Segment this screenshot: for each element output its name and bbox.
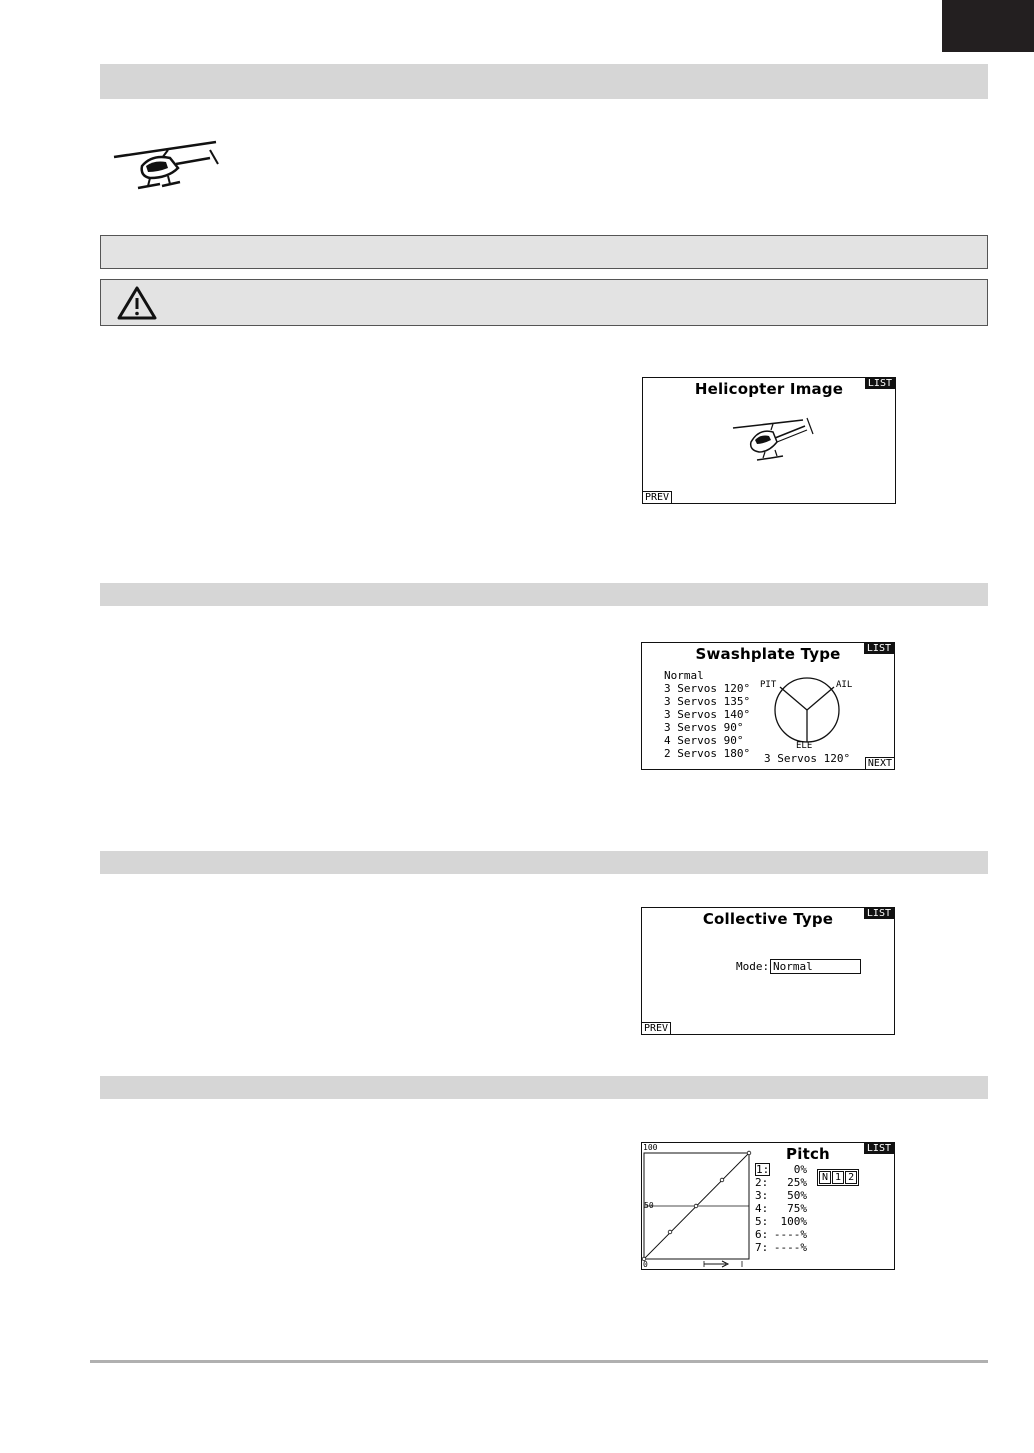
section-header-bar: [100, 64, 988, 99]
helicopter-icon: [112, 138, 222, 190]
list-button[interactable]: LIST: [864, 643, 894, 654]
screen-title: Helicopter Image: [694, 380, 844, 398]
helicopter-image-screen: [642, 377, 896, 504]
list-button[interactable]: LIST: [864, 908, 894, 919]
flight-mode-selector[interactable]: [817, 1169, 859, 1186]
axis-top-label: 100: [643, 1143, 658, 1152]
section-tab: [942, 0, 1034, 52]
screen-title: Swashplate Type: [695, 645, 841, 663]
section-bar-swashplate: [100, 583, 988, 606]
helicopter-image: [731, 412, 815, 462]
warning-icon: [116, 285, 158, 321]
swashplate-diagram: [770, 673, 844, 747]
pit-label: PIT: [760, 680, 777, 690]
mode-label: Mode:: [736, 960, 770, 973]
swashplate-screen: [641, 642, 895, 770]
ail-label: AIL: [836, 680, 853, 690]
ele-label: ELE: [796, 741, 813, 751]
option-3-servos-140[interactable]: 3 Servos 140°: [664, 708, 751, 721]
option-3-servos-90[interactable]: 3 Servos 90°: [664, 721, 744, 734]
option-4-servos-90[interactable]: 4 Servos 90°: [664, 734, 744, 747]
screen-title: Collective Type: [702, 910, 834, 928]
pitch-curve-screen: Pitch LIST 100 50 0 1: 0% 2: 25% 3: 50% 4: 75% 5: 100% 6: ----% 7: ----% N 1 2: [641, 1142, 895, 1270]
pitch-curve-graph: [642, 1143, 757, 1269]
section-bar-pitch: [100, 1076, 988, 1099]
selected-swashplate: 3 Servos 120°: [764, 752, 851, 765]
flight-mode-n[interactable]: N: [819, 1171, 831, 1184]
note-bar: [100, 235, 988, 269]
axis-mid-label: 50: [644, 1201, 654, 1210]
mode-select[interactable]: Normal: [770, 959, 861, 974]
flight-mode-2[interactable]: 2: [845, 1171, 857, 1184]
section-bar-collective: [100, 851, 988, 874]
footer-rule: [90, 1360, 988, 1363]
option-2-servos-180[interactable]: 2 Servos 180°: [664, 747, 751, 760]
next-button[interactable]: NEXT: [865, 757, 895, 770]
option-3-servos-120[interactable]: 3 Servos 120°: [664, 682, 751, 695]
list-button[interactable]: LIST: [864, 1143, 894, 1154]
collective-screen: [641, 907, 895, 1035]
warning-bar: [100, 279, 988, 326]
option-3-servos-135[interactable]: 3 Servos 135°: [664, 695, 751, 708]
flight-mode-1[interactable]: 1: [832, 1171, 844, 1184]
prev-button[interactable]: PREV: [642, 491, 672, 504]
swashplate-options-list: [664, 669, 750, 760]
prev-button[interactable]: PREV: [641, 1022, 671, 1035]
axis-bottom-label: 0: [643, 1260, 648, 1269]
option-normal[interactable]: Normal: [664, 669, 704, 682]
list-button[interactable]: LIST: [865, 378, 895, 389]
screen-title: Pitch: [786, 1145, 830, 1163]
